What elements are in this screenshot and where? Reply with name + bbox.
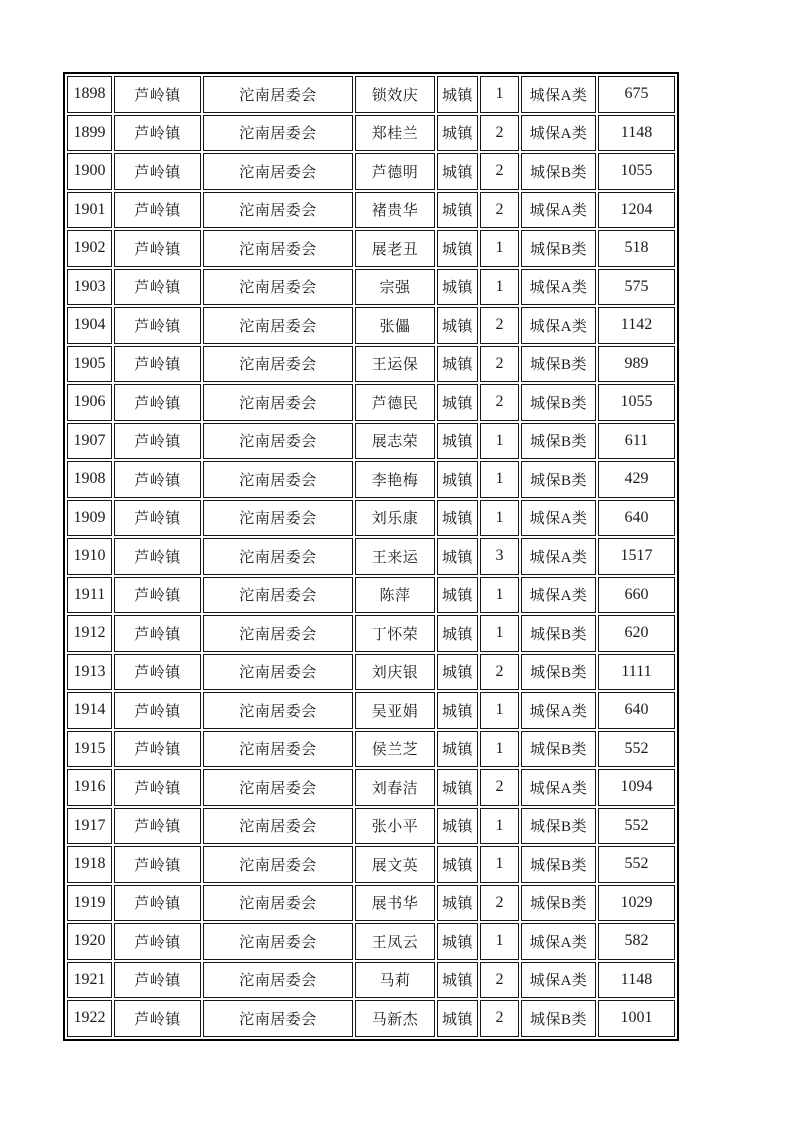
cell-name: 李艳梅 <box>355 461 435 498</box>
cell-residence-type: 城镇 <box>437 1000 478 1037</box>
cell-person-count: 1 <box>480 76 519 113</box>
cell-serial: 1916 <box>67 769 112 806</box>
cell-serial: 1909 <box>67 500 112 537</box>
cell-residence-type: 城镇 <box>437 346 478 383</box>
cell-name: 马莉 <box>355 962 435 999</box>
cell-name: 王运保 <box>355 346 435 383</box>
cell-committee: 沱南居委会 <box>203 885 353 922</box>
cell-committee: 沱南居委会 <box>203 654 353 691</box>
cell-amount: 1094 <box>598 769 675 806</box>
table-row <box>67 423 675 460</box>
table-row <box>67 192 675 229</box>
cell-name: 丁怀荣 <box>355 615 435 652</box>
cell-amount: 552 <box>598 846 675 883</box>
cell-amount: 582 <box>598 923 675 960</box>
table-row <box>67 230 675 267</box>
cell-committee: 沱南居委会 <box>203 423 353 460</box>
cell-amount: 1148 <box>598 115 675 152</box>
table-row <box>67 692 675 729</box>
cell-town: 芦岭镇 <box>114 1000 201 1037</box>
table-row <box>67 731 675 768</box>
cell-serial: 1922 <box>67 1000 112 1037</box>
cell-insurance-category: 城保B类 <box>521 153 596 190</box>
cell-name: 展老丑 <box>355 230 435 267</box>
cell-serial: 1919 <box>67 885 112 922</box>
cell-serial: 1901 <box>67 192 112 229</box>
cell-residence-type: 城镇 <box>437 769 478 806</box>
cell-name: 褚贵华 <box>355 192 435 229</box>
cell-serial: 1912 <box>67 615 112 652</box>
table-row <box>67 269 675 306</box>
cell-insurance-category: 城保B类 <box>521 885 596 922</box>
cell-town: 芦岭镇 <box>114 692 201 729</box>
cell-name: 锁效庆 <box>355 76 435 113</box>
cell-person-count: 2 <box>480 962 519 999</box>
cell-name: 宗强 <box>355 269 435 306</box>
cell-town: 芦岭镇 <box>114 846 201 883</box>
cell-residence-type: 城镇 <box>437 808 478 845</box>
cell-residence-type: 城镇 <box>437 500 478 537</box>
table-row <box>67 76 675 113</box>
cell-serial: 1917 <box>67 808 112 845</box>
cell-amount: 640 <box>598 500 675 537</box>
cell-insurance-category: 城保A类 <box>521 769 596 806</box>
cell-person-count: 2 <box>480 769 519 806</box>
cell-town: 芦岭镇 <box>114 269 201 306</box>
cell-serial: 1915 <box>67 731 112 768</box>
cell-serial: 1911 <box>67 577 112 614</box>
cell-town: 芦岭镇 <box>114 923 201 960</box>
cell-person-count: 1 <box>480 577 519 614</box>
cell-committee: 沱南居委会 <box>203 615 353 652</box>
cell-committee: 沱南居委会 <box>203 269 353 306</box>
cell-amount: 989 <box>598 346 675 383</box>
cell-serial: 1902 <box>67 230 112 267</box>
cell-insurance-category: 城保B类 <box>521 731 596 768</box>
cell-committee: 沱南居委会 <box>203 500 353 537</box>
cell-person-count: 2 <box>480 384 519 421</box>
cell-town: 芦岭镇 <box>114 230 201 267</box>
cell-person-count: 1 <box>480 461 519 498</box>
cell-town: 芦岭镇 <box>114 654 201 691</box>
cell-insurance-category: 城保A类 <box>521 923 596 960</box>
cell-insurance-category: 城保B类 <box>521 346 596 383</box>
cell-person-count: 1 <box>480 500 519 537</box>
cell-residence-type: 城镇 <box>437 76 478 113</box>
cell-amount: 1517 <box>598 538 675 575</box>
cell-town: 芦岭镇 <box>114 962 201 999</box>
cell-residence-type: 城镇 <box>437 962 478 999</box>
table-row <box>67 615 675 652</box>
cell-committee: 沱南居委会 <box>203 538 353 575</box>
cell-town: 芦岭镇 <box>114 192 201 229</box>
cell-insurance-category: 城保A类 <box>521 538 596 575</box>
cell-person-count: 1 <box>480 615 519 652</box>
cell-residence-type: 城镇 <box>437 577 478 614</box>
cell-town: 芦岭镇 <box>114 346 201 383</box>
cell-name: 芦德民 <box>355 384 435 421</box>
cell-town: 芦岭镇 <box>114 731 201 768</box>
cell-town: 芦岭镇 <box>114 384 201 421</box>
cell-residence-type: 城镇 <box>437 115 478 152</box>
cell-insurance-category: 城保B类 <box>521 461 596 498</box>
cell-amount: 518 <box>598 230 675 267</box>
cell-committee: 沱南居委会 <box>203 808 353 845</box>
cell-town: 芦岭镇 <box>114 808 201 845</box>
cell-residence-type: 城镇 <box>437 692 478 729</box>
cell-amount: 1111 <box>598 654 675 691</box>
cell-amount: 552 <box>598 808 675 845</box>
cell-person-count: 2 <box>480 1000 519 1037</box>
cell-name: 侯兰芝 <box>355 731 435 768</box>
cell-serial: 1918 <box>67 846 112 883</box>
cell-person-count: 2 <box>480 153 519 190</box>
cell-name: 吴亚娟 <box>355 692 435 729</box>
cell-committee: 沱南居委会 <box>203 923 353 960</box>
table-row <box>67 115 675 152</box>
cell-amount: 429 <box>598 461 675 498</box>
cell-residence-type: 城镇 <box>437 654 478 691</box>
cell-serial: 1907 <box>67 423 112 460</box>
cell-committee: 沱南居委会 <box>203 346 353 383</box>
cell-amount: 1204 <box>598 192 675 229</box>
cell-insurance-category: 城保B类 <box>521 230 596 267</box>
cell-amount: 675 <box>598 76 675 113</box>
cell-residence-type: 城镇 <box>437 461 478 498</box>
cell-serial: 1906 <box>67 384 112 421</box>
cell-committee: 沱南居委会 <box>203 692 353 729</box>
cell-town: 芦岭镇 <box>114 769 201 806</box>
cell-committee: 沱南居委会 <box>203 153 353 190</box>
cell-committee: 沱南居委会 <box>203 1000 353 1037</box>
cell-town: 芦岭镇 <box>114 153 201 190</box>
cell-insurance-category: 城保B类 <box>521 615 596 652</box>
cell-residence-type: 城镇 <box>437 538 478 575</box>
table-row <box>67 769 675 806</box>
cell-insurance-category: 城保A类 <box>521 962 596 999</box>
cell-name: 张小平 <box>355 808 435 845</box>
cell-insurance-category: 城保A类 <box>521 115 596 152</box>
cell-residence-type: 城镇 <box>437 307 478 344</box>
cell-amount: 620 <box>598 615 675 652</box>
table-row <box>67 654 675 691</box>
cell-town: 芦岭镇 <box>114 538 201 575</box>
cell-committee: 沱南居委会 <box>203 731 353 768</box>
cell-residence-type: 城镇 <box>437 615 478 652</box>
table-row <box>67 962 675 999</box>
cell-town: 芦岭镇 <box>114 423 201 460</box>
cell-committee: 沱南居委会 <box>203 769 353 806</box>
cell-insurance-category: 城保B类 <box>521 654 596 691</box>
cell-town: 芦岭镇 <box>114 885 201 922</box>
cell-insurance-category: 城保A类 <box>521 269 596 306</box>
cell-town: 芦岭镇 <box>114 307 201 344</box>
cell-town: 芦岭镇 <box>114 577 201 614</box>
cell-committee: 沱南居委会 <box>203 461 353 498</box>
cell-person-count: 1 <box>480 731 519 768</box>
cell-person-count: 1 <box>480 423 519 460</box>
cell-name: 刘乐康 <box>355 500 435 537</box>
cell-serial: 1913 <box>67 654 112 691</box>
cell-residence-type: 城镇 <box>437 885 478 922</box>
cell-insurance-category: 城保A类 <box>521 692 596 729</box>
cell-person-count: 2 <box>480 346 519 383</box>
cell-person-count: 3 <box>480 538 519 575</box>
cell-insurance-category: 城保A类 <box>521 577 596 614</box>
table-row <box>67 885 675 922</box>
cell-residence-type: 城镇 <box>437 192 478 229</box>
cell-person-count: 2 <box>480 307 519 344</box>
cell-person-count: 1 <box>480 269 519 306</box>
cell-insurance-category: 城保B类 <box>521 846 596 883</box>
cell-town: 芦岭镇 <box>114 500 201 537</box>
cell-residence-type: 城镇 <box>437 846 478 883</box>
table-row <box>67 384 675 421</box>
cell-town: 芦岭镇 <box>114 76 201 113</box>
cell-insurance-category: 城保A类 <box>521 76 596 113</box>
cell-name: 展志荣 <box>355 423 435 460</box>
cell-insurance-category: 城保B类 <box>521 1000 596 1037</box>
cell-name: 芦德明 <box>355 153 435 190</box>
cell-serial: 1904 <box>67 307 112 344</box>
cell-insurance-category: 城保B类 <box>521 384 596 421</box>
table-row <box>67 538 675 575</box>
cell-name: 刘春洁 <box>355 769 435 806</box>
table-row <box>67 1000 675 1037</box>
table-row <box>67 346 675 383</box>
cell-person-count: 1 <box>480 692 519 729</box>
cell-amount: 1055 <box>598 384 675 421</box>
cell-name: 陈萍 <box>355 577 435 614</box>
cell-serial: 1908 <box>67 461 112 498</box>
cell-insurance-category: 城保B类 <box>521 808 596 845</box>
cell-committee: 沱南居委会 <box>203 115 353 152</box>
cell-residence-type: 城镇 <box>437 423 478 460</box>
cell-committee: 沱南居委会 <box>203 846 353 883</box>
cell-amount: 1142 <box>598 307 675 344</box>
cell-serial: 1898 <box>67 76 112 113</box>
cell-amount: 575 <box>598 269 675 306</box>
cell-residence-type: 城镇 <box>437 731 478 768</box>
cell-serial: 1905 <box>67 346 112 383</box>
cell-serial: 1900 <box>67 153 112 190</box>
table-row <box>67 577 675 614</box>
cell-person-count: 1 <box>480 923 519 960</box>
table-row <box>67 923 675 960</box>
cell-committee: 沱南居委会 <box>203 577 353 614</box>
cell-residence-type: 城镇 <box>437 269 478 306</box>
cell-person-count: 2 <box>480 192 519 229</box>
cell-amount: 640 <box>598 692 675 729</box>
cell-person-count: 2 <box>480 654 519 691</box>
cell-person-count: 2 <box>480 115 519 152</box>
cell-residence-type: 城镇 <box>437 384 478 421</box>
cell-committee: 沱南居委会 <box>203 962 353 999</box>
cell-serial: 1903 <box>67 269 112 306</box>
cell-committee: 沱南居委会 <box>203 230 353 267</box>
cell-person-count: 2 <box>480 885 519 922</box>
table-body <box>67 76 675 1037</box>
cell-person-count: 1 <box>480 230 519 267</box>
cell-residence-type: 城镇 <box>437 923 478 960</box>
table-row <box>67 808 675 845</box>
cell-person-count: 1 <box>480 846 519 883</box>
cell-committee: 沱南居委会 <box>203 307 353 344</box>
table-row <box>67 307 675 344</box>
cell-amount: 552 <box>598 731 675 768</box>
cell-town: 芦岭镇 <box>114 115 201 152</box>
cell-name: 王来运 <box>355 538 435 575</box>
cell-insurance-category: 城保A类 <box>521 500 596 537</box>
cell-name: 王凤云 <box>355 923 435 960</box>
residents-benefit-table <box>63 72 679 1041</box>
cell-name: 刘庆银 <box>355 654 435 691</box>
cell-serial: 1899 <box>67 115 112 152</box>
cell-name: 马新杰 <box>355 1000 435 1037</box>
cell-committee: 沱南居委会 <box>203 192 353 229</box>
cell-amount: 1148 <box>598 962 675 999</box>
cell-town: 芦岭镇 <box>114 461 201 498</box>
cell-name: 展文英 <box>355 846 435 883</box>
cell-residence-type: 城镇 <box>437 230 478 267</box>
cell-insurance-category: 城保A类 <box>521 192 596 229</box>
cell-amount: 1001 <box>598 1000 675 1037</box>
cell-name: 展书华 <box>355 885 435 922</box>
cell-serial: 1921 <box>67 962 112 999</box>
table-row <box>67 500 675 537</box>
cell-serial: 1914 <box>67 692 112 729</box>
cell-amount: 611 <box>598 423 675 460</box>
cell-name: 郑桂兰 <box>355 115 435 152</box>
cell-person-count: 1 <box>480 808 519 845</box>
table-row <box>67 846 675 883</box>
cell-committee: 沱南居委会 <box>203 384 353 421</box>
cell-committee: 沱南居委会 <box>203 76 353 113</box>
cell-name: 张儡 <box>355 307 435 344</box>
cell-insurance-category: 城保A类 <box>521 307 596 344</box>
cell-insurance-category: 城保B类 <box>521 423 596 460</box>
cell-amount: 1055 <box>598 153 675 190</box>
table-row <box>67 461 675 498</box>
cell-amount: 1029 <box>598 885 675 922</box>
cell-residence-type: 城镇 <box>437 153 478 190</box>
cell-serial: 1910 <box>67 538 112 575</box>
cell-town: 芦岭镇 <box>114 615 201 652</box>
cell-serial: 1920 <box>67 923 112 960</box>
table-row <box>67 153 675 190</box>
cell-amount: 660 <box>598 577 675 614</box>
